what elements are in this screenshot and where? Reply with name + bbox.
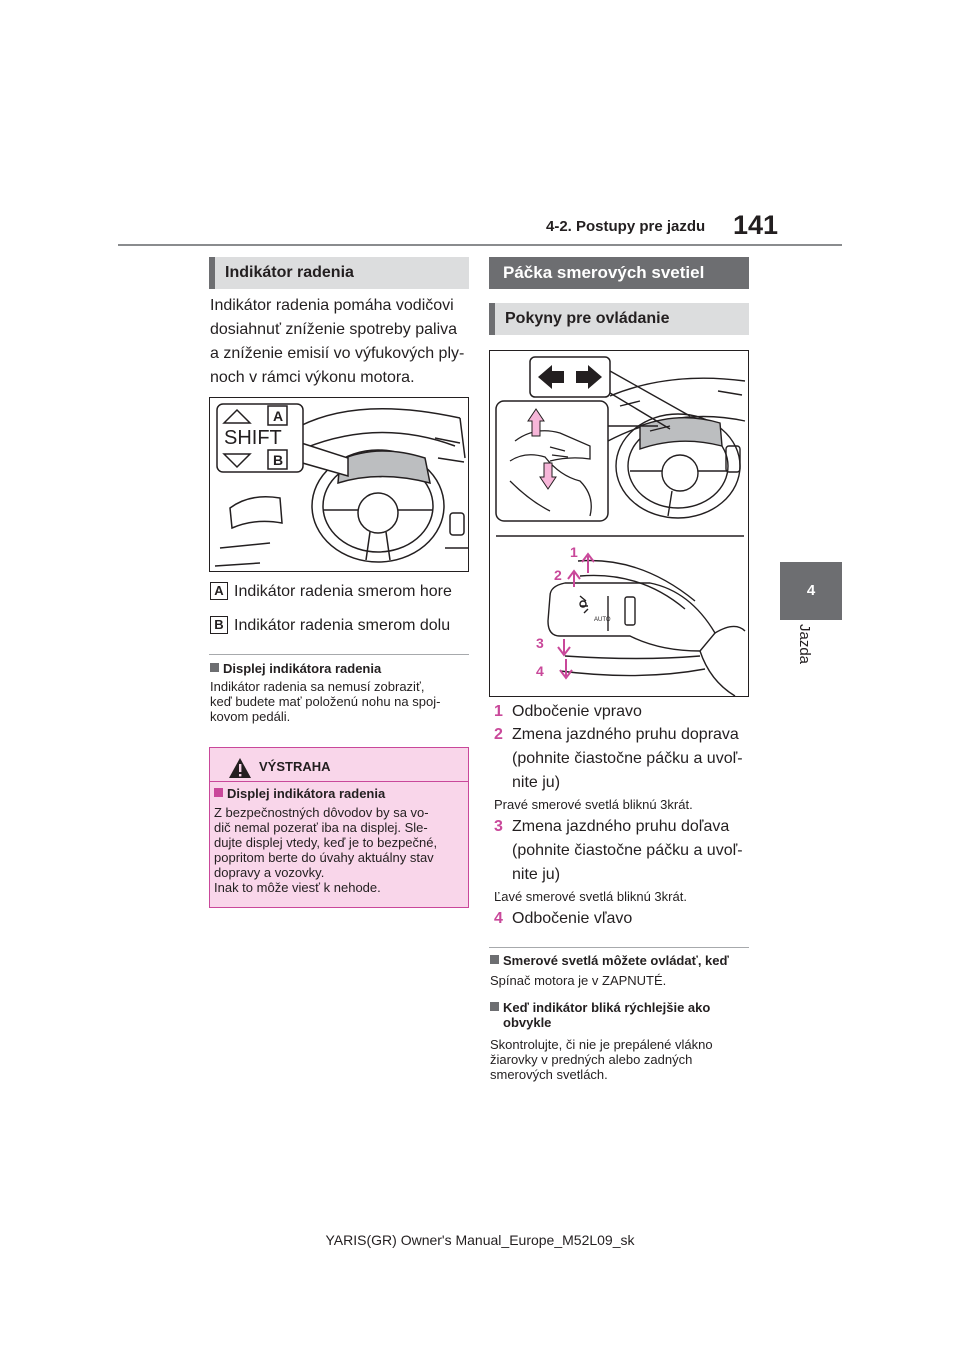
warning-title: VÝSTRAHA: [259, 759, 331, 774]
step-4: 4 Odbočenie vľavo: [494, 910, 633, 927]
note-right-signals: Pravé smerové svetlá bliknú 3krát.: [494, 797, 693, 812]
note-title-operate: Smerové svetlá môžete ovládať, keď: [490, 953, 729, 968]
warning-triangle-icon: [228, 757, 252, 784]
chapter-label: Jazda: [796, 624, 813, 665]
subsection-title-operation: Pokyny pre ovládanie: [489, 303, 749, 335]
section-title-turn-signal: Páčka smerových svetiel: [489, 257, 749, 289]
label-b-box: B: [210, 616, 228, 634]
step-2: 2 Zmena jazdného pruhu doprava (pohnite čiastočne páčku a uvoľ- nite ju): [494, 726, 743, 791]
legend-item-b: B Indikátor radenia smerom dolu: [210, 614, 450, 638]
square-bullet-icon: [490, 955, 499, 964]
note-title-fast-blink: Keď indikátor bliká rýchlejšie ako obvykle: [490, 1000, 710, 1030]
auto-label: AUTO: [594, 617, 611, 623]
divider: [489, 947, 749, 948]
shift-indicator-figure: [209, 397, 469, 572]
note-text-operate: Spínač motora je v ZAPNUTÉ.: [490, 973, 667, 988]
header-rule: [118, 244, 842, 246]
step-3: 3 Zmena jazdného pruhu doľava (pohnite čiastočne páčku a uvoľ- nite ju): [494, 818, 743, 883]
fig-number-3: 3: [536, 635, 544, 651]
note-text-fast-blink: Skontrolujte, či nie je prepálené vlákno žiarovky v predných alebo zadných smerových svetlách.: [490, 1037, 713, 1082]
note-left-signals: Ľavé smerové svetlá bliknú 3krát.: [494, 889, 687, 904]
header-section-title: 4-2. Postupy pre jazdu: [546, 218, 706, 235]
turn-signal-figure: [489, 350, 749, 697]
note-text-shift-display: Indikátor radenia sa nemusí zobraziť, keď budete mať položenú nohu na spoj- kovom pedáli.: [210, 679, 441, 724]
fig-number-1: 1: [570, 544, 578, 560]
fig-number-2: 2: [554, 567, 562, 583]
figure-label-b: B: [273, 452, 284, 468]
warning-subtitle: Displej indikátora radenia: [214, 786, 385, 801]
square-bullet-icon: [490, 1002, 499, 1011]
square-bullet-icon: [214, 788, 223, 797]
chapter-tab[interactable]: 4: [780, 562, 842, 620]
dashboard-illustration: [210, 398, 469, 572]
shift-text: SHIFT: [224, 427, 282, 449]
page-number: 141: [733, 210, 779, 240]
step-1: 1 Odbočenie vpravo: [494, 703, 642, 720]
warning-box: [209, 747, 469, 908]
turn-signal-illustration: [490, 351, 749, 697]
footer-manual-id: YARIS(GR) Owner's Manual_Europe_M52L09_sk: [325, 1232, 635, 1248]
figure-label-a: A: [273, 408, 284, 424]
shift-indicator-intro: Indikátor radenia pomáha vodičovi dosiahnuť zníženie spotreby paliva a zníženie emisií vo výfukových ply- noch v rámci výkonu motora.: [210, 297, 465, 386]
label-a-box: A: [210, 582, 228, 600]
warning-divider: [210, 781, 468, 782]
section-title-shift-indicator: Indikátor radenia: [209, 257, 469, 289]
fig-number-4: 4: [536, 663, 544, 679]
note-title-shift-display: Displej indikátora radenia: [210, 661, 381, 676]
legend-item-a: A Indikátor radenia smerom hore: [210, 580, 452, 604]
square-bullet-icon: [210, 663, 219, 672]
warning-text: Z bezpečnostných dôvodov by sa vo- dič nemal pozerať iba na displej. Sle- dujte displej vtedy, keď je to bezpečné, popritom berte do úvahy aktuálny stav dopravy a vozovky. Inak to môže viesť k nehode.: [214, 805, 438, 895]
divider: [209, 654, 469, 655]
